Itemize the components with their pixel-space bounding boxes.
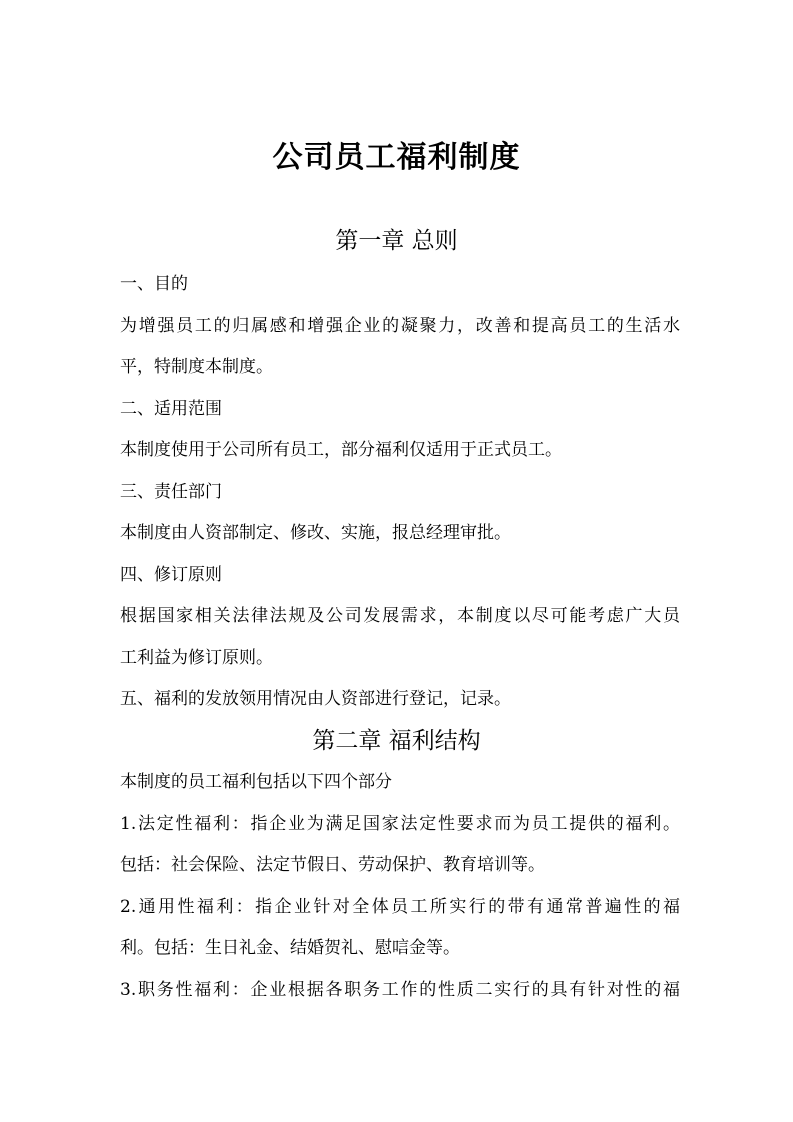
paragraph-line: 工利益为修订原则。 [120, 648, 273, 668]
paragraph-line: 为增强员工的归属感和增强企业的凝聚力，改善和提高员工的生活水 [120, 316, 680, 336]
chapter-1-heading: 第一章 总则 [335, 228, 458, 254]
paragraph-line: 包括：社会保险、法定节假日、劳动保护、教育培训等。 [120, 855, 545, 875]
document-title: 公司员工福利制度 [272, 140, 521, 175]
paragraph-line: 本制度使用于公司所有员工，部分福利仅适用于正式员工。 [120, 440, 562, 460]
section-heading-scope: 二、适用范围 [120, 399, 222, 419]
paragraph-line: 平，特制度本制度。 [120, 357, 273, 377]
paragraph-line: 本制度由人资部制定、修改、实施，报总经理审批。 [120, 523, 511, 543]
paragraph-line: 利。包括：生日礼金、结婚贺礼、慰唁金等。 [120, 938, 460, 958]
paragraph-line: 根据国家相关法律法规及公司发展需求，本制度以尽可能考虑广大员 [120, 606, 680, 626]
paragraph-line: 本制度的员工福利包括以下四个部分 [120, 772, 392, 792]
paragraph-line: 1.法定性福利：指企业为满足国家法定性要求而为员工提供的福利。 [120, 814, 680, 834]
section-heading-revision: 四、修订原则 [120, 565, 222, 585]
section-heading-department: 三、责任部门 [120, 482, 222, 502]
paragraph-line: 3.职务性福利：企业根据各职务工作的性质二实行的具有针对性的福 [120, 980, 680, 1000]
section-heading-purpose: 一、目的 [120, 274, 188, 294]
paragraph-line: 2.通用性福利：指企业针对全体员工所实行的带有通常普遍性的福 [120, 897, 680, 917]
chapter-2-heading: 第二章 福利结构 [312, 728, 481, 754]
section-heading-record: 五、福利的发放领用情况由人资部进行登记，记录。 [120, 689, 511, 709]
